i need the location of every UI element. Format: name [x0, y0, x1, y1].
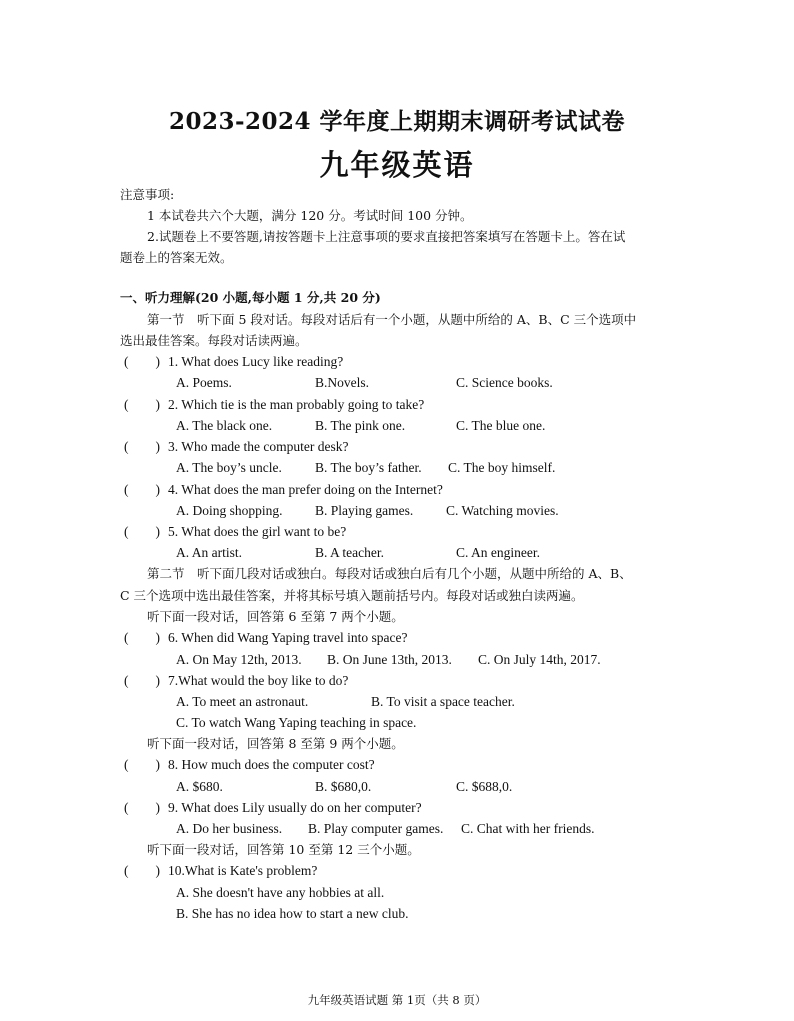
- exam-title: 2023-2024 学年度上期期末调研考试试卷: [168, 108, 626, 135]
- page-footer: 九年级英语试题 第 1页（共 8 页）: [307, 993, 487, 1007]
- question-5-option-b: B. A teacher.: [315, 545, 384, 560]
- section1-instructions-line-2: 选出最佳答案。每段对话读两遍。: [120, 333, 308, 348]
- question-8-option-b: B. $680,0.: [315, 779, 372, 794]
- question-5-stem: 5. What does the girl want to be?: [168, 524, 347, 539]
- listen-instruction-6-7: 听下面一段对话，回答第 6 至第 7 两个小题。: [147, 609, 404, 624]
- answer-bracket-q3: ( ): [124, 439, 160, 454]
- question-10-option-a: A. She doesn't have any hobbies at all.: [176, 885, 385, 900]
- question-6-option-c: C. On July 14th, 2017.: [478, 652, 601, 667]
- question-6-option-b: B. On June 13th, 2013.: [327, 652, 452, 667]
- question-7-option-c: C. To watch Wang Yaping teaching in space.: [176, 715, 417, 730]
- question-5-option-a: A. An artist.: [176, 545, 242, 560]
- question-2-option-c: C. The blue one.: [456, 418, 546, 433]
- listen-instruction-8-9: 听下面一段对话，回答第 8 至第 9 两个小题。: [147, 736, 404, 751]
- question-2-stem: 2. Which tie is the man probably going to take?: [168, 397, 425, 412]
- question-3-option-b: B. The boy’s father.: [315, 460, 422, 475]
- answer-bracket-q10: ( ): [124, 863, 160, 878]
- question-3-stem: 3. Who made the computer desk?: [168, 439, 349, 454]
- notes-heading: 注意事项:: [120, 187, 175, 202]
- section2-instructions-line-2: C 三个选项中选出最佳答案，并将其标号填入题前括号内。每段对话或独白读两遍。: [120, 588, 584, 603]
- question-5-option-c: C. An engineer.: [456, 545, 540, 560]
- answer-bracket-q7: ( ): [124, 673, 160, 688]
- question-1-option-c: C. Science books.: [456, 375, 553, 390]
- section2-instructions-line-1: 第二节 听下面几段对话或独白。每段对话或独白后有几个小题，从题中所给的 A、B、: [147, 566, 632, 581]
- question-3-option-a: A. The boy’s uncle.: [176, 460, 282, 475]
- answer-bracket-q1: ( ): [124, 354, 160, 369]
- part1-heading: 一、听力理解(20 小题,每小题 1 分,共 20 分): [120, 290, 381, 305]
- question-4-stem: 4. What does the man prefer doing on the Internet?: [168, 482, 443, 497]
- notes-item-2-line-2: 题卷上的答案无效。: [120, 250, 233, 265]
- question-4-option-c: C. Watching movies.: [446, 503, 559, 518]
- question-6-stem: 6. When did Wang Yaping travel into space?: [168, 630, 408, 645]
- question-9-option-b: B. Play computer games.: [308, 821, 444, 836]
- question-2-option-b: B. The pink one.: [315, 418, 406, 433]
- answer-bracket-q5: ( ): [124, 524, 160, 539]
- answer-bracket-q8: ( ): [124, 757, 160, 772]
- question-4-option-a: A. Doing shopping.: [176, 503, 283, 518]
- question-7-option-b: B. To visit a space teacher.: [371, 694, 515, 709]
- question-9-stem: 9. What does Lily usually do on her computer?: [168, 800, 422, 815]
- question-1-option-b: B.Novels.: [315, 375, 369, 390]
- section1-instructions-line-1: 第一节 听下面 5 段对话。每段对话后有一个小题，从题中所给的 A、B、C 三个选项中: [147, 312, 637, 327]
- question-4-option-b: B. Playing games.: [315, 503, 414, 518]
- question-1-stem: 1. What does Lucy like reading?: [168, 354, 344, 369]
- listen-instruction-10-12: 听下面一段对话，回答第 10 至第 12 三个小题。: [147, 842, 420, 857]
- question-6-option-a: A. On May 12th, 2013.: [176, 652, 302, 667]
- notes-item-1: 1 本试卷共六个大题，满分 120 分。考试时间 100 分钟。: [147, 208, 473, 223]
- question-10-stem: 10.What is Kate's problem?: [168, 863, 318, 878]
- answer-bracket-q2: ( ): [124, 397, 160, 412]
- question-9-option-c: C. Chat with her friends.: [461, 821, 595, 836]
- question-9-option-a: A. Do her business.: [176, 821, 283, 836]
- answer-bracket-q4: ( ): [124, 482, 160, 497]
- question-10-option-b: B. She has no idea how to start a new club.: [176, 906, 409, 921]
- answer-bracket-q9: ( ): [124, 800, 160, 815]
- question-8-stem: 8. How much does the computer cost?: [168, 757, 375, 772]
- question-8-option-a: A. $680.: [176, 779, 223, 794]
- question-1-option-a: A. Poems.: [176, 375, 232, 390]
- answer-bracket-q6: ( ): [124, 630, 160, 645]
- question-3-option-c: C. The boy himself.: [448, 460, 556, 475]
- question-2-option-a: A. The black one.: [176, 418, 273, 433]
- notes-item-2-line-1: 2.试题卷上不要答题,请按答题卡上注意事项的要求直接把答案填写在答题卡上。答在试: [147, 229, 626, 244]
- question-7-option-a: A. To meet an astronaut.: [176, 694, 309, 709]
- question-8-option-c: C. $688,0.: [456, 779, 513, 794]
- question-7-stem: 7.What would the boy like to do?: [168, 673, 349, 688]
- exam-subject: 九年级英语: [319, 148, 475, 182]
